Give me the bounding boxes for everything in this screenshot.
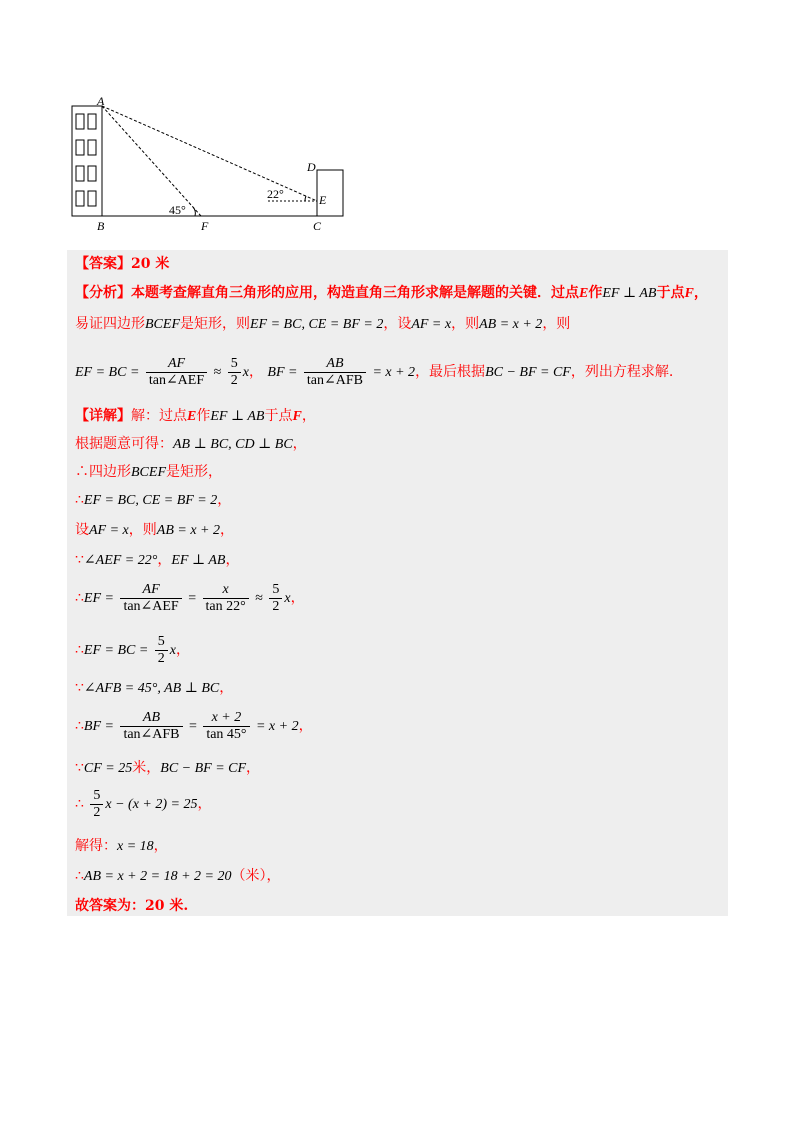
math: = x + 2 [372,365,416,380]
numerator: x + 2 [203,710,249,727]
denominator: tan∠AFB [306,372,363,388]
text: ，则 [128,522,157,538]
geometry-figure [60,94,360,239]
label-d: D [307,160,316,174]
text: 作 [196,408,211,424]
detail-line-4 [75,490,231,511]
sight-line-af [102,106,201,216]
final-answer: 故答案为：20 米. [75,898,189,914]
text: ∴ [75,492,84,508]
numerator: AF [146,356,207,373]
text: 设 [75,522,89,538]
math: x [169,643,176,658]
math: AB = x + 2 = 18 + 2 = 20 [83,869,232,884]
detail-line-7 [75,580,305,617]
math: EF = BC = [83,643,149,658]
text: 于点 [264,408,293,424]
math: = x + 2 [255,719,299,734]
numerator: 5 [269,582,282,599]
math: x [284,591,291,606]
detail-line-15 [75,896,188,916]
math: x − (x + 2) = 25 [105,797,198,812]
detail-line-11 [75,758,260,779]
text: ， [225,552,240,568]
label-f: F [201,219,209,233]
numerator: 5 [228,356,241,373]
text: ，设 [383,316,412,332]
label-c: C [313,219,322,233]
text: ， [175,642,190,658]
building-windows [76,114,96,206]
math: EF = BC, CE = BF = 2 [250,317,384,332]
detail-line-9 [75,678,233,699]
text: 解：过点 [131,408,187,424]
math: EF ⊥ AB [602,286,657,301]
math: BC − BF = CF [485,365,571,380]
math: E [579,286,589,301]
angle-arc-45 [193,207,195,216]
numerator: AB [120,710,182,727]
text: ∴ [75,642,84,658]
text: ， [301,408,316,424]
math: EF ⊥ AB [171,553,226,568]
numerator: AF [120,582,181,599]
text: ， [153,838,168,854]
numerator: 5 [155,634,168,651]
text: ， [157,552,172,568]
math: x = 18 [117,839,154,854]
math: = [188,591,197,606]
denominator: tan∠AEF [148,372,205,388]
math: AF = x [411,317,452,332]
denominator: tan∠AFB [123,726,180,742]
fraction [203,582,249,615]
math: ∠AEF = 22° [83,553,158,568]
answer-tag: 【答案】 [75,256,131,272]
text: （米）， [231,868,281,884]
math: = [188,719,197,734]
analysis-line-1 [75,283,708,304]
text: ， [219,522,234,538]
text: ， [248,364,263,380]
detail-line-12 [75,786,211,823]
fraction [120,582,181,615]
fraction [155,634,168,667]
answer-line [75,254,169,274]
denominator: 2 [157,650,165,666]
text: 易证四边形 [75,316,145,332]
text: ， [219,680,234,696]
analysis-tag: 【分析】 [75,285,131,301]
detail-line-13 [75,836,168,857]
label-angle-45: 45° [169,203,186,217]
denominator: tan 45° [206,726,247,742]
text: 根据题意可得： [75,436,173,452]
detail-line-2 [75,434,307,455]
math: F [292,409,302,424]
math: AB = x + 2 [156,523,220,538]
text: ， [693,285,708,301]
math: ≈ [255,591,263,606]
text: 解得： [75,838,117,854]
text: 于点 [656,285,685,301]
text: 是矩形， [166,464,222,480]
math: ∠AFB = 45°, AB ⊥ BC [83,681,220,696]
math: BCEF [145,317,180,332]
analysis-line-2 [75,314,570,335]
analysis-line-3 [75,354,673,391]
text: ∵ [75,552,84,568]
fraction [90,788,103,821]
text: ，列出方程求解. [570,364,674,380]
text: ， [246,760,261,776]
fraction [269,582,282,615]
text: 作 [588,285,603,301]
label-a: A [97,94,105,108]
text: 本题考查解直角三角形的应用，构造直角三角形求解是解题的关键．过点 [131,285,579,301]
text: ， [290,590,305,606]
text: ， [298,718,313,734]
detail-line-5 [75,520,234,541]
text: ， [292,436,307,452]
text: ∴ [75,590,84,606]
math: x [242,365,249,380]
math: AB ⊥ BC, CD ⊥ BC [173,437,293,452]
text: 米， [132,760,161,776]
label-e: E [319,193,327,207]
denominator: 2 [230,372,238,388]
text: ，则 [542,316,571,332]
text: ∴ [75,796,84,812]
text: ，最后根据 [415,364,486,380]
math: AB = x + 2 [479,317,543,332]
math: BCEF [131,465,166,480]
fraction [120,710,182,743]
detail-tag: 【详解】 [75,408,131,424]
math: EF = [83,591,114,606]
math: ≈ [213,365,222,380]
detail-line-8 [75,632,190,669]
fraction [304,356,366,389]
numerator: 5 [90,788,103,805]
math: EF = BC = [75,365,140,380]
label-b: B [97,219,105,233]
detail-line-1 [75,406,316,427]
math: BF = [83,719,114,734]
math: EF = BC, CE = BF = 2 [83,493,218,508]
text: ， [217,492,232,508]
fraction [203,710,249,743]
fraction [146,356,207,389]
math: E [187,409,197,424]
math: CF = 25 [83,761,133,776]
numerator: AB [304,356,366,373]
detail-line-6 [75,550,239,571]
text: ∵ [75,760,84,776]
detail-line-10 [75,708,313,745]
denominator: tan 22° [205,598,246,614]
denominator: 2 [93,804,101,820]
text: ， [197,796,212,812]
denominator: 2 [272,598,280,614]
text: ，则 [451,316,480,332]
text: 是矩形，则 [180,316,250,332]
text: ∵ [75,680,84,696]
numerator: x [203,582,249,599]
label-angle-22: 22° [267,187,284,201]
text: ∴ [75,868,84,884]
math: EF ⊥ AB [210,409,265,424]
math: F [684,286,694,301]
fraction [228,356,241,389]
detail-line-3 [75,462,222,483]
sight-line-ae [102,106,317,201]
angle-arc-22 [305,196,306,201]
math: AF = x [89,523,129,538]
solution-block [67,250,728,916]
denominator: tan∠AEF [123,598,179,614]
text: ∴ [75,718,84,734]
math: BC − BF = CF [160,761,247,776]
detail-line-14 [75,866,280,887]
math: BF = [267,365,298,380]
text: ∴四边形 [75,464,131,480]
answer-text: 20 米 [131,256,170,272]
